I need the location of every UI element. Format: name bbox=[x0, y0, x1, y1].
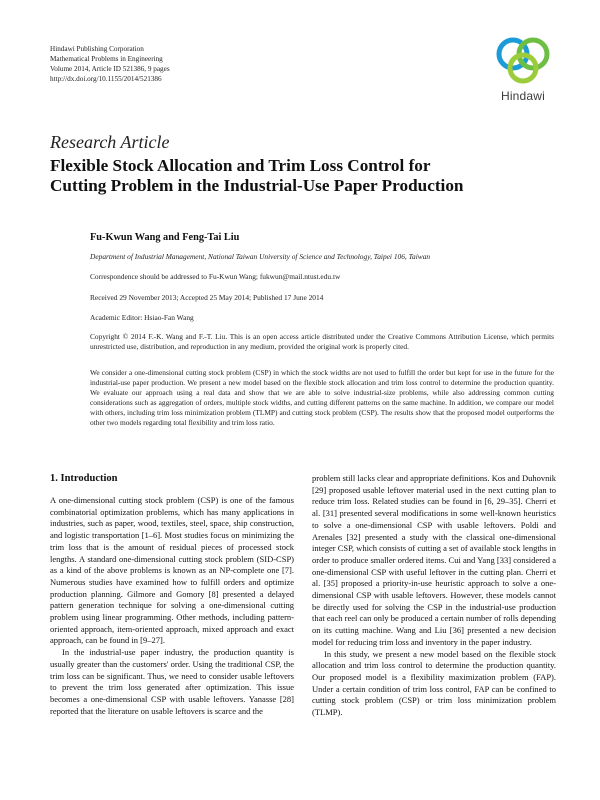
doi-link[interactable]: http://dx.doi.org/10.1155/2014/521386 bbox=[50, 75, 162, 83]
paragraph: In this study, we present a new model based on the flexible stock allocation and trim loss control to determine the production quantity. Our proposed model is a flexibility maximization problem (FAP). Under a certain condition of trim loss control, FAP can be confined to cutting stock problem (CSP) or trim loss minimization problem (TLMP). bbox=[312, 648, 556, 718]
paper-title bbox=[50, 156, 520, 196]
academic-editor: Academic Editor: Hsiao-Fan Wang bbox=[90, 313, 194, 322]
section-heading: 1. Introduction bbox=[50, 473, 118, 484]
article-type: Research Article bbox=[50, 132, 170, 152]
paragraph: A one-dimensional cutting stock problem (CSP) is one of the famous combinatorial optimization problems, which has many applications in industries, such as paper, wood, textiles, steel, space, ship construction, and logistic transportation [1–6]. Most studies focus on minimizing the trim loss that is the amount of residual pieces of processed stock lengths. A standard one-dimensional cutting stock problem (SID-CSP) as a kind of the above problems is known as an NP-complete one [7]. Numerous studies have examined how to fulfill orders and optimize production planning. Gilmore and Gomory [8] presented a delayed pattern generation technique for solving a one-dimensional cutting problem using linear programming. Other methods, including pattern-oriented approach, item-oriented approach, mixed approach and exact approach, can be found in [9–27]. bbox=[50, 495, 294, 646]
right-column bbox=[312, 473, 556, 719]
hindawi-wordmark: Hindawi bbox=[500, 89, 546, 103]
hindawi-logo bbox=[488, 34, 558, 110]
journal-name: Mathematical Problems in Engineering bbox=[50, 55, 163, 63]
journal-header bbox=[50, 44, 350, 84]
authors: Fu-Kwun Wang and Feng-Tai Liu bbox=[90, 232, 240, 243]
correspondence: Correspondence should be addressed to Fu-Kwun Wang; fukwun@mail.ntust.edu.tw bbox=[90, 272, 341, 281]
volume-line: Volume 2014, Article ID 521386, 9 pages bbox=[50, 65, 170, 73]
hindawi-rings-icon bbox=[493, 34, 553, 86]
paragraph: problem still lacks clear and appropriate definitions. Kos and Duhovnik [29] proposed usable leftover material used in the next cutting plan to reduce trim loss. Related studies can be found in [6, 29–35]. Cherri et al. [31] presented several modifications in some well-known heuristics to solve a one-dimensional CSP with usable leftovers. Poldi and Arenales [32] presented a study with the classical one-dimensional integer CSP, which consists of cutting a set of available stock lengths in order to produce smaller ordered items. Cui and Yang [33] considered a one-dimensional CSP with useful leftover in the cutting plan. Cherri et al. [35] proposed a priority-in-use heuristic approach to solve a one-dimensional CSP with usable leftovers. However, these models cannot be directly used for solving the CSP in the industrial-use production that each reel can only be produced a certain number of rolls depending on its cutting machine. Wang and Liu [36] presented a new decision model for reducing trim loss and inventory in the paper industry. bbox=[312, 473, 556, 647]
publisher-line: Hindawi Publishing Corporation bbox=[50, 45, 144, 53]
title-line-1: Flexible Stock Allocation and Trim Loss Control for bbox=[50, 156, 431, 175]
abstract: We consider a one-dimensional cutting stock problem (CSP) in which the stock widths are not used to fulfill the order but kept for use in the future for the industrial-use paper production. We present a new model based on the flexible stock allocation and trim loss control to determine the production quantity. We evaluate our approach using a real data and show that we are able to solve industrial-size problems, while also addressing common cutting considerations such as aggregation of orders, multiple stock widths, and cutting different patterns on the same machine. In addition, we compare our model with others, including trim loss minimization problem (TLMP) and cutting stock problem (CSP). The results show that the proposed model outperforms the other two models regarding total flexibility and trim loss ratio. bbox=[90, 368, 554, 427]
publication-dates: Received 29 November 2013; Accepted 25 May 2014; Published 17 June 2014 bbox=[90, 293, 324, 302]
copyright-notice: Copyright © 2014 F.-K. Wang and F.-T. Liu. This is an open access article distributed under the Creative Commons Attribution License, which permits unrestricted use, distribution, and reproduction in any medium, provided the original work is properly cited. bbox=[90, 332, 554, 351]
left-column bbox=[50, 473, 294, 717]
affiliation: Department of Industrial Management, National Taiwan University of Science and Technology, Taipei 106, Taiwan bbox=[90, 252, 431, 261]
paragraph: In the industrial-use paper industry, the production quantity is usually greater than the customers' order. Using the traditional CSP, the trim loss can be significant. Thus, we need to consider usable leftovers to prevent the trim loss generated after optimization. This issue becomes a one-dimensional CSP with usable leftovers. Yanasse [28] reported that the literature on usable leftovers is scarce and the bbox=[50, 647, 294, 716]
title-line-2: Cutting Problem in the Industrial-Use Paper Production bbox=[50, 176, 464, 195]
